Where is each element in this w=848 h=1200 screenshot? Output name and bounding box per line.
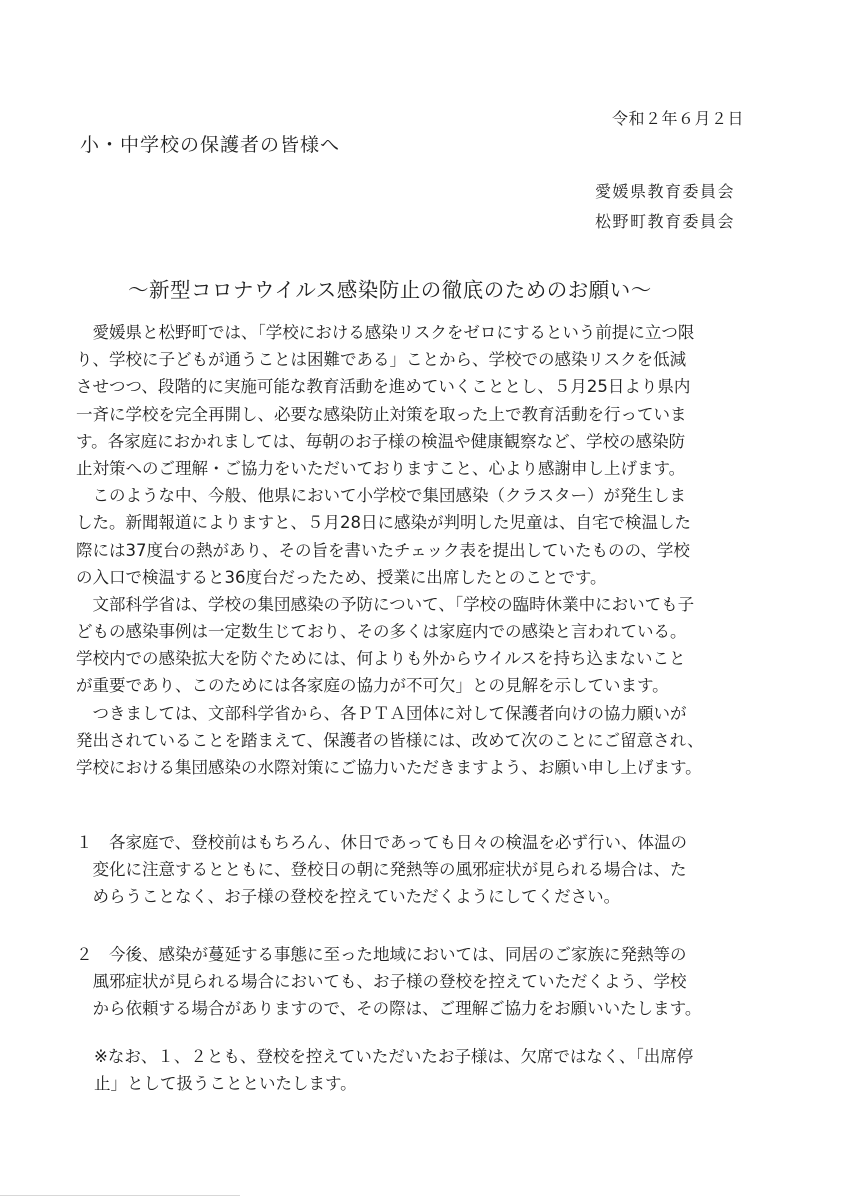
scan-edge-line — [0, 1195, 240, 1196]
document-title: ～新型コロナウイルス感染防止の徹底のためのお願い～ — [128, 278, 652, 302]
body-line: 際には37度台の熱があり、その旨を書いたチェック表を提出していたものの、学校 — [76, 540, 690, 560]
item2-line: ２ 今後、感染が蔓延する事態に至った地域においては、同居のご家族に発熱等の — [76, 945, 687, 964]
document-date: 令和２年６月２日 — [612, 109, 745, 128]
body-line: 学校内での感染拡大を防ぐためには、何よりも外からウイルスを持ち込まないこと — [76, 649, 686, 669]
attendance-note — [94, 1043, 794, 1097]
body-line: 学校における集団感染の水際対策にご協力いただきますよう、お願い申し上げます。 — [76, 758, 702, 777]
body-text — [76, 319, 776, 781]
request-item-1 — [76, 829, 776, 911]
note-line: ※なお、１、２とも、登校を控えていただいたお子様は、欠席ではなく、「出席停 — [94, 1047, 694, 1066]
request-item-2 — [76, 941, 776, 1023]
body-line: 一斉に学校を完全再開し、必要な感染防止対策を取った上で教育活動を行っていま — [76, 404, 687, 424]
body-line: 文部科学省は、学校の集団感染の予防について、「学校の臨時休業中においても子 — [76, 594, 695, 614]
body-line: 発出されていることを踏まえて、保護者の皆様には、改めて次のことにご留意され、 — [76, 730, 704, 750]
item2-line: 風邪症状が見られる場合においても、お子様の登校を控えていただくよう、学校 — [76, 972, 687, 992]
body-line: が重要であり、このためには各家庭の協力が不可欠」との見解を示しています。 — [76, 676, 669, 696]
item1-line: １ 各家庭で、登校前はもちろん、休日であっても日々の検温を必ず行い、体温の — [76, 833, 687, 852]
item1-line: 変化に注意するとともに、登校日の朝に発熱等の風邪症状が見られる場合は、た — [76, 860, 687, 880]
body-line: 止対策へのご理解・ご協力をいただいておりますこと、心より感謝申し上げます。 — [76, 458, 686, 478]
body-line: どもの感染事例は一定数生じており、その多くは家庭内での感染と言われている。 — [76, 622, 687, 642]
body-line: す。各家庭におかれましては、毎朝のお子様の検温や健康観察など、学校の感染防 — [76, 431, 686, 451]
item2-line: から依頼する場合がありますので、その際は、ご理解ご協力をお願いいたします。 — [76, 999, 702, 1019]
item1-line: めらうことなく、お子様の登校を控えていただくようにしてください。 — [76, 887, 621, 907]
body-line: した。新聞報道によりますと、５月28日に感染が判明した児童は、自宅で検温した — [76, 513, 691, 533]
body-line: り、学校に子どもが通うことは困難である」ことから、学校での感染リスクを低減 — [76, 350, 687, 370]
body-line: このような中、今般、他県において小学校で集団感染（クラスター）が発生しま — [76, 486, 687, 506]
body-line: つきましては、文部科学省から、各ＰＴＡ団体に対して保護者向けの協力願いが — [76, 703, 687, 723]
sender-prefecture-board: 愛媛県教育委員会 — [595, 182, 736, 201]
body-line: 愛媛県と松野町では、「学校における感染リスクをゼロにするという前提に立つ限 — [76, 323, 695, 342]
body-line: の入口で検温すると36度台だったため、授業に出席したとのことです。 — [76, 567, 607, 587]
body-line: させつつ、段階的に実施可能な教育活動を進めていくこととし、５月25日より県内 — [76, 377, 691, 397]
recipient-line: 小・中学校の保護者の皆様へ — [80, 134, 341, 156]
note-line: 止」として扱うことといたします。 — [94, 1074, 357, 1094]
sender-town-board: 松野町教育委員会 — [595, 212, 736, 231]
